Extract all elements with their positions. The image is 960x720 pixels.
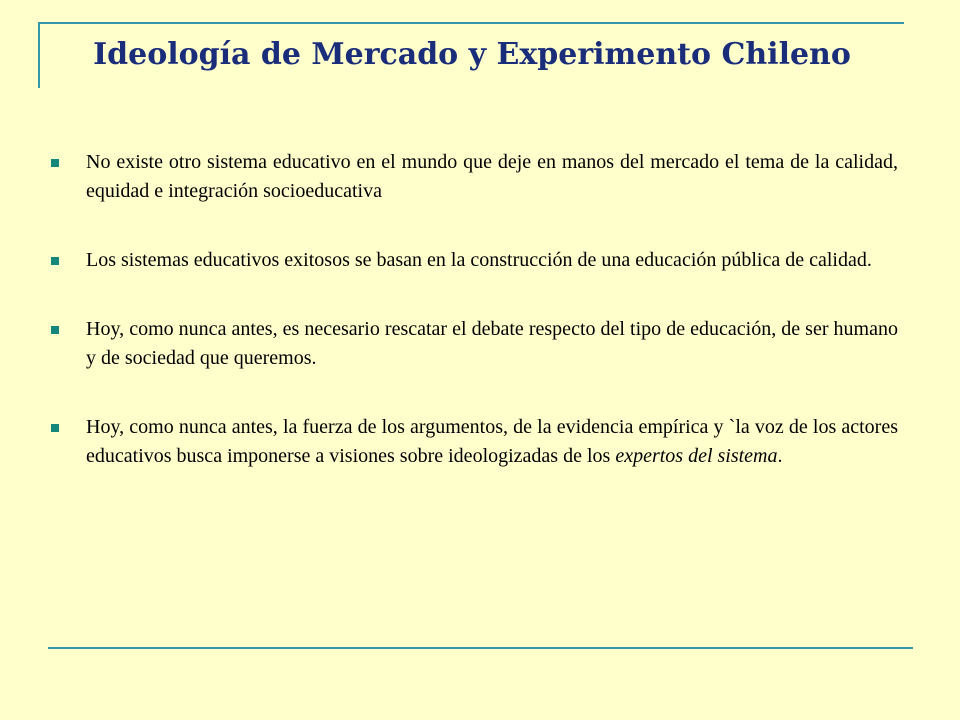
bullet-item — [48, 246, 898, 275]
square-bullet-icon — [51, 326, 59, 334]
bullet-item — [48, 148, 898, 206]
slide-title: Ideología de Mercado y Experimento Chileno — [93, 37, 851, 72]
bullet-item — [48, 413, 898, 471]
bullet-list — [48, 148, 898, 471]
bullet-text: Hoy, como nunca antes, es necesario rescatar el debate respecto del tipo de educación, de ser humano y de sociedad que queremos. — [86, 318, 898, 369]
square-bullet-icon — [51, 424, 59, 432]
square-bullet-icon — [51, 159, 59, 167]
bottom-rule — [48, 647, 913, 649]
bullet-text: Los sistemas educativos exitosos se basan en la construcción de una educación pública de calidad. — [86, 249, 872, 271]
bullet-item — [48, 315, 898, 373]
title-frame-top-line — [40, 22, 904, 24]
bullet-text: No existe otro sistema educativo en el mundo que deje en manos del mercado el tema de la calidad, equidad e integración socioeducativa — [86, 151, 898, 202]
bullet-tail: . — [777, 445, 783, 467]
square-bullet-icon — [51, 257, 59, 265]
bullet-emphasis: expertos del sistema — [615, 445, 778, 467]
bullet-text: Hoy, como nunca antes, la fuerza de los argumentos, de la evidencia empírica y `la voz de los actores educativos busca imponerse a visiones sobre ideologizadas de los — [86, 416, 898, 467]
